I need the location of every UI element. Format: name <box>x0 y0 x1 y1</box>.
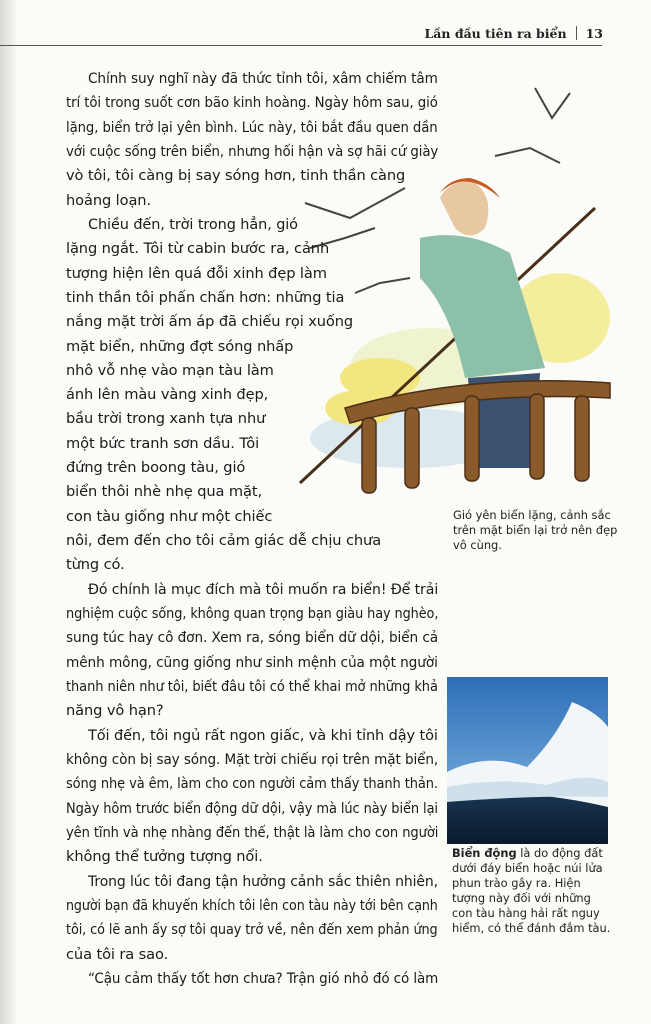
body-line: vò tôi, tôi càng bị say sóng hơn, tinh thần càng <box>66 167 406 185</box>
running-header <box>425 26 604 41</box>
body-line: không thể tưởng tượng nổi. <box>66 848 263 866</box>
body-line: ánh lên màu vàng xinh đẹp, <box>66 386 269 404</box>
body-line: Tối đến, tôi ngủ rất ngon giấc, và khi tỉnh dậy tôi <box>88 726 438 744</box>
sailor-illustration <box>290 78 615 503</box>
body-line: nhô vỗ nhẹ vào mạn tàu làm <box>66 361 274 379</box>
body-line: không còn bị say sóng. Mặt trời chiếu rọi trên mặt biển, <box>66 750 439 768</box>
rough-sea-photo <box>447 677 608 844</box>
body-line: của tôi ra sao. <box>66 945 169 963</box>
body-line: tinh thần tôi phấn chấn hơn: những tia <box>66 288 345 306</box>
body-line: “Cậu cảm thấy tốt hơn chưa? Trận gió nhỏ đó có làm <box>88 969 439 987</box>
body-line: con tàu giống như một chiếc <box>66 507 273 525</box>
body-line: tôi, có lẽ anh ấy sợ tôi quay trở về, nên đến xem phản ứng <box>66 921 438 939</box>
body-line: bầu trời trong xanh tựa như <box>66 410 266 428</box>
wave-caption <box>452 846 612 936</box>
body-line: Ngày hôm trước biển động dữ dội, vậy mà lúc này biển lại <box>66 799 438 817</box>
body-line: mặt biển, những đợt sóng nhấp <box>66 337 294 355</box>
page-number: 13 <box>585 26 603 41</box>
body-line: trí tôi trong suốt cơn bão kinh hoàng. Ngày hôm sau, gió <box>66 94 438 112</box>
chapter-title: Lần đầu tiên ra biển <box>424 26 567 41</box>
body-line: thanh niên như tôi, biết đâu tôi có thể khai mở những khả <box>66 678 438 695</box>
body-line: yên tĩnh và nhẹ nhàng đến thế, thật là làm cho con người <box>66 823 439 841</box>
body-line: với cuộc sống trên biển, nhưng hối hận và sợ hãi cứ giày <box>66 142 439 160</box>
page-spine-shadow <box>0 0 18 1024</box>
body-line: nôi, đem đến cho tôi cảm giác dễ chịu chưa <box>66 532 382 550</box>
body-line: nắng mặt trời ấm áp đã chiếu rọi xuống <box>66 313 354 331</box>
body-line: hoảng loạn. <box>66 191 151 209</box>
body-line: mênh mông, cũng giống như sinh mệnh của một người <box>66 653 438 671</box>
body-line: sung túc hay cô đơn. Xem ra, sóng biển dữ dội, biển cả <box>66 629 439 647</box>
body-line: lặng, biển trở lại yên bình. Lúc này, tôi bắt đầu quen dần <box>66 118 438 136</box>
header-rule <box>0 45 602 46</box>
body-line: nghiệm cuộc sống, không quan trọng bạn giàu hay nghèo, <box>66 605 439 623</box>
body-line: năng vô hạn? <box>66 702 164 720</box>
body-line: Trong lúc tôi đang tận hưởng cảnh sắc thiên nhiên, <box>88 872 438 890</box>
body-line: tượng hiện lên quá đỗi xinh đẹp làm <box>66 264 327 282</box>
caption-term: Biển động <box>452 846 517 860</box>
body-line: đứng trên boong tàu, gió <box>66 459 246 477</box>
body-line: Chiều đến, trời trong hẳn, gió <box>88 215 298 233</box>
body-line: từng có. <box>66 556 125 574</box>
body-line: biển thôi nhè nhẹ qua mặt, <box>66 483 263 501</box>
body-line: lặng ngắt. Tôi từ cabin bước ra, cảnh <box>66 240 330 258</box>
body-line: người bạn đã khuyến khích tôi lên con tàu này tới bên cạnh <box>66 896 438 914</box>
body-line: sóng nhẹ và êm, làm cho con người cảm thấy thanh thản. <box>66 775 438 793</box>
caption-text: là do động đất dưới đáy biển hoặc núi lửa phun trào gây ra. Hiện tượng này đối với những con tàu hàng hải rất nguy hiểm, có thể đánh đắm tàu. <box>452 846 611 935</box>
body-line: một bức tranh sơn dầu. Tôi <box>66 434 260 452</box>
body-line: Chính suy nghĩ này đã thức tỉnh tôi, xâm chiếm tâm <box>88 70 438 87</box>
header-separator <box>576 26 577 40</box>
sailor-caption: Gió yên biển lặng, cảnh sắc trên mặt biển lại trở nên đẹp vô cùng. <box>453 508 618 552</box>
body-line: Đó chính là mục đích mà tôi muốn ra biển! Để trải <box>88 580 439 598</box>
